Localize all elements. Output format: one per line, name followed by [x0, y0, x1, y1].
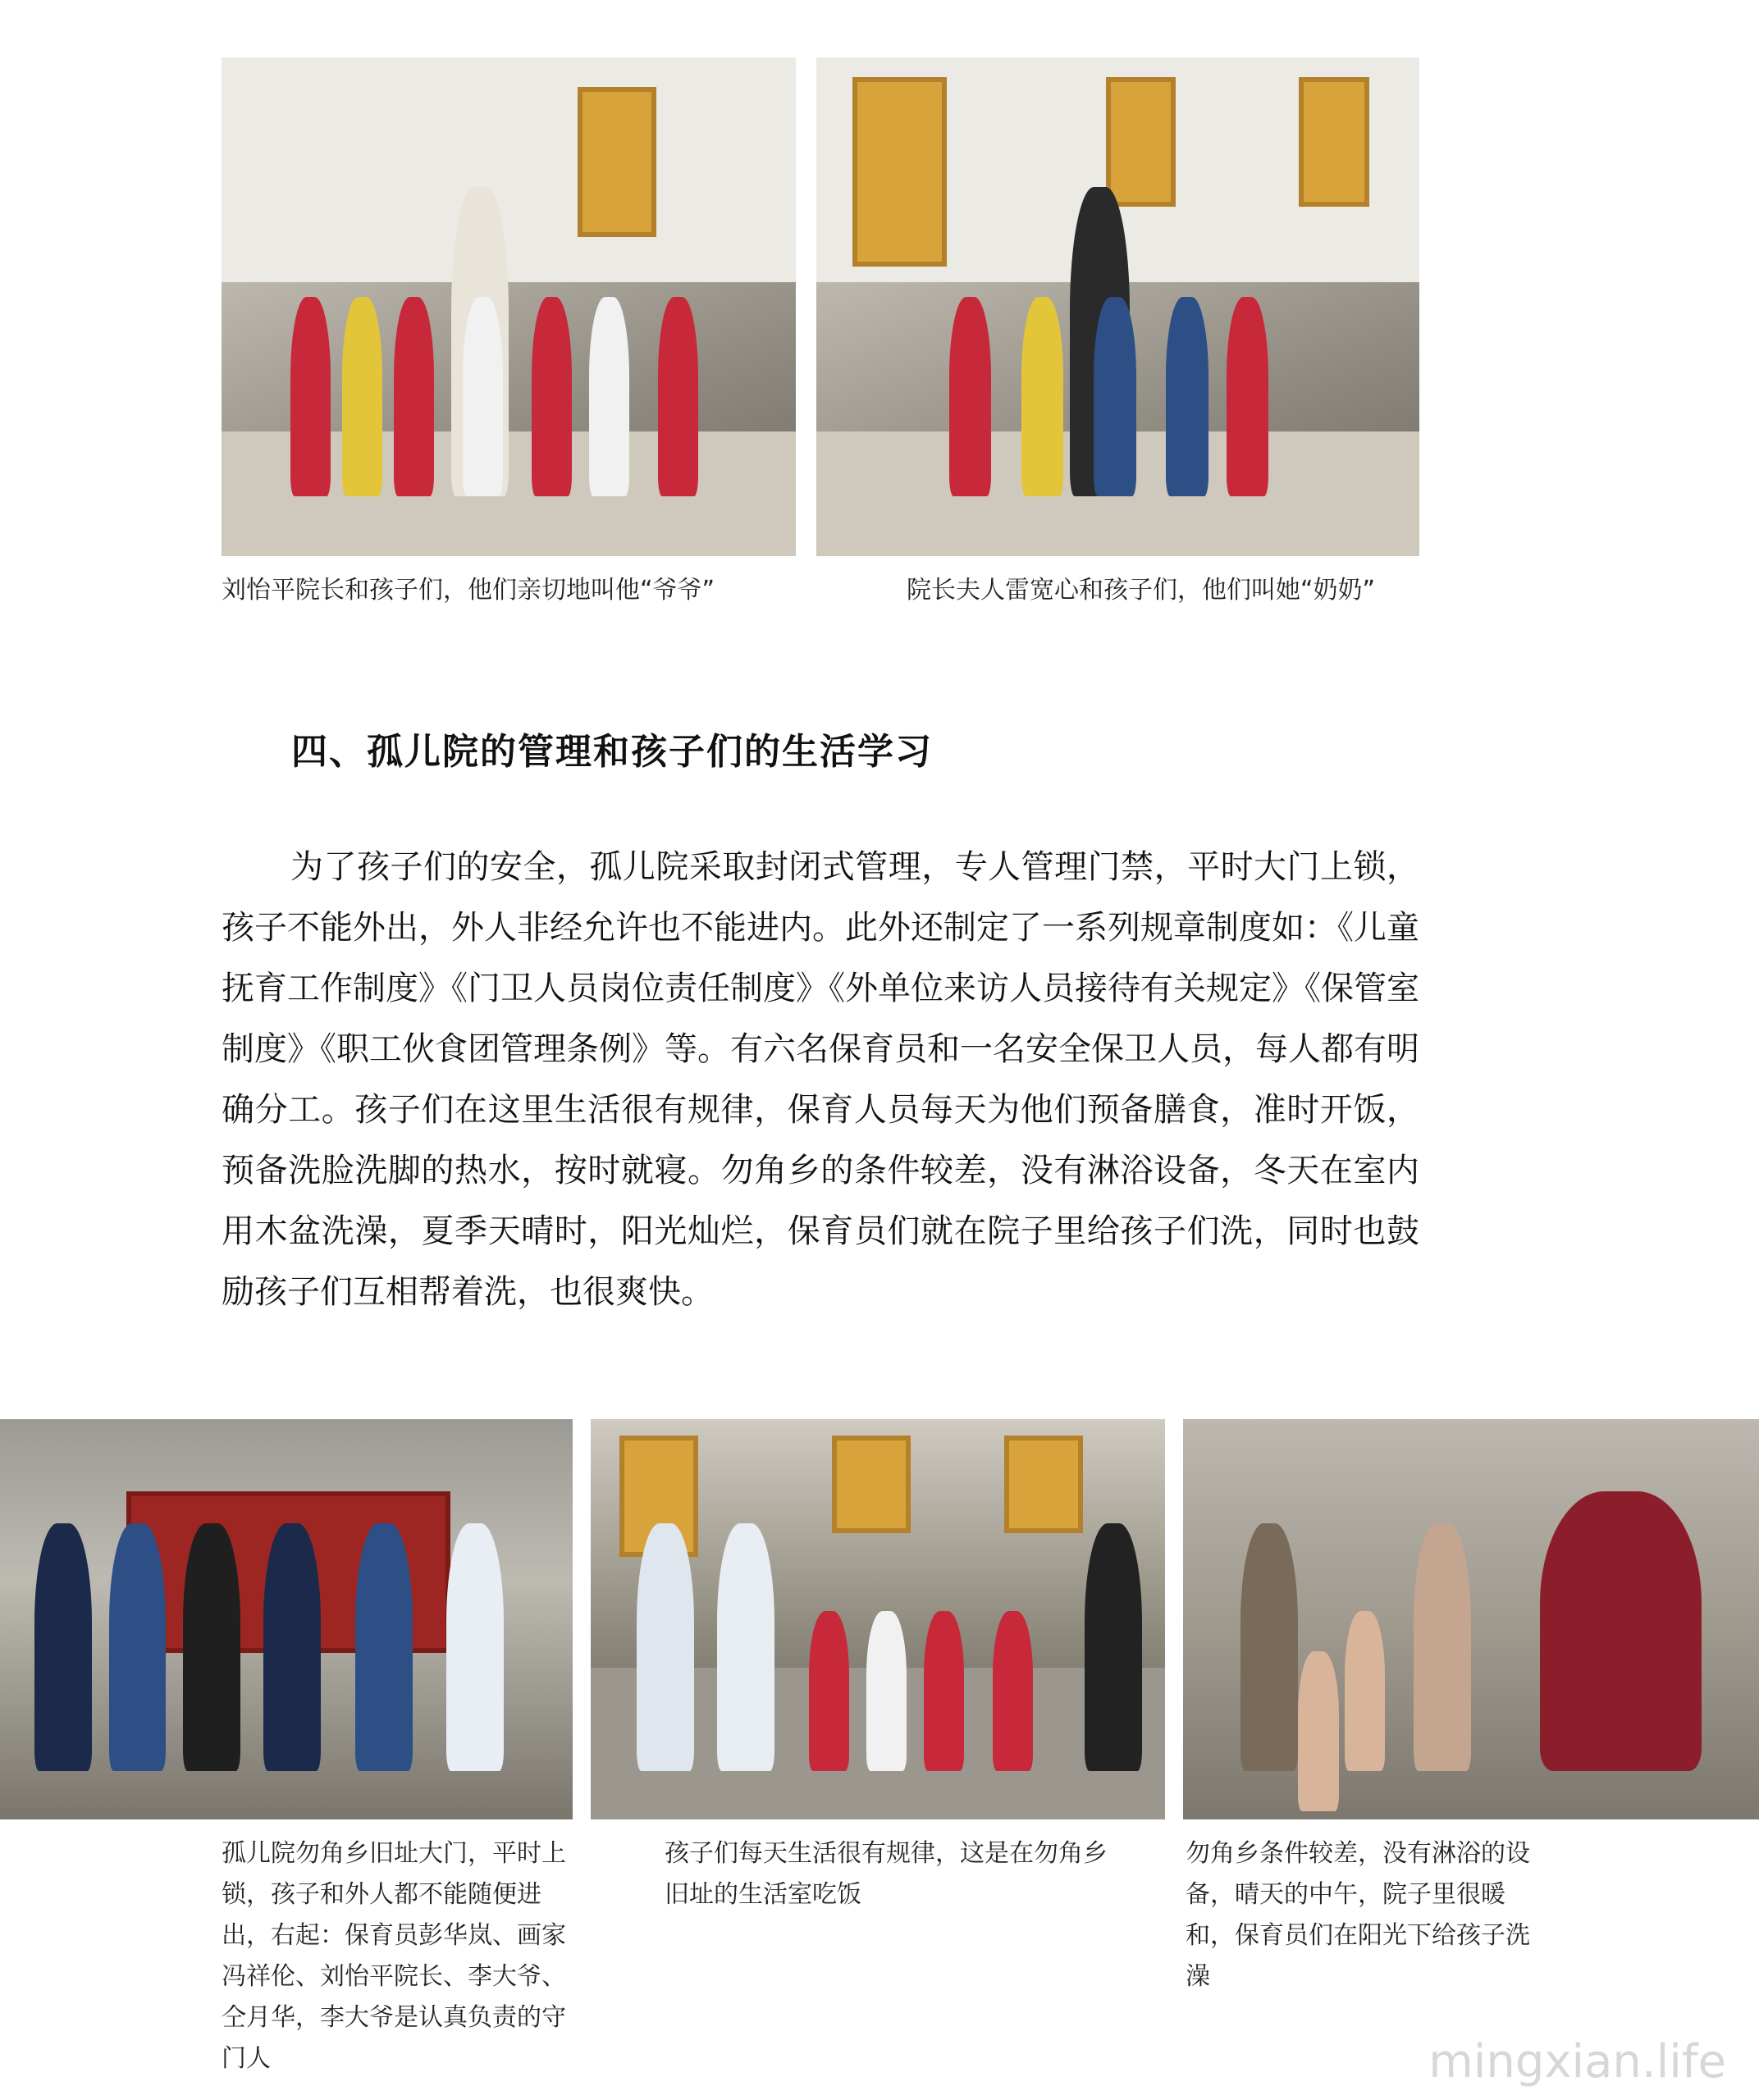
photo-orphanage-gate — [0, 1419, 573, 1819]
section-paragraph: 为了孩子们的安全，孤儿院采取封闭式管理，专人管理门禁，平时大门上锁，孩子不能外出，外人非经允许也不能进内。此外还制定了一系列规章制度如：《儿童抚育工作制度》《门卫人员岗位责任制度》《外单位来访人员接待有关规定》《保管室制度》《职工伙食团管理条例》等。有六名保育员和一名安全保卫人员，每人都有明确分工。孩子们在这里生活很有规律，保育人员每天为他们预备膳食，准时开饭，预备洗脸洗脚的热水，按时就寝。勿角乡的条件较差，没有淋浴设备，冬天在室内用木盆洗澡，夏季天晴时，阳光灿烂，保育员们就在院子里给孩子们洗，同时也鼓励孩子们互相帮着洗，也很爽快。 — [222, 848, 1419, 1311]
caption-top-left: 刘怡平院长和孩子们，他们亲切地叫他“爷爷” — [222, 576, 715, 605]
photo-bathing-children — [1183, 1419, 1759, 1819]
photo-dining-room — [591, 1419, 1165, 1819]
watermark: mingxian.life — [1428, 2035, 1726, 2089]
caption-bottom-right: 勿角乡条件较差，没有淋浴的设备，晴天的中午，院子里很暖和，保育员们在阳光下给孩子洗澡 — [1186, 1839, 1530, 1991]
caption-bottom-left: 孤儿院勿角乡旧址大门，平时上锁，孩子和外人都不能随便进出，右起：保育员彭华岚、画家冯祥伦、刘怡平院长、李大爷、仝月华，李大爷是认真负责的守门人 — [222, 1839, 566, 2073]
section-heading: 四、孤儿院的管理和孩子们的生活学习 — [291, 731, 933, 773]
caption-bottom-middle: 孩子们每天生活很有规律，这是在勿角乡旧址的生活室吃饭 — [665, 1839, 1108, 1909]
photo-director-with-children — [222, 57, 796, 556]
caption-top-right: 院长夫人雷宽心和孩子们，他们叫她“奶奶” — [907, 576, 1376, 605]
photo-director-wife-with-children — [816, 57, 1419, 556]
